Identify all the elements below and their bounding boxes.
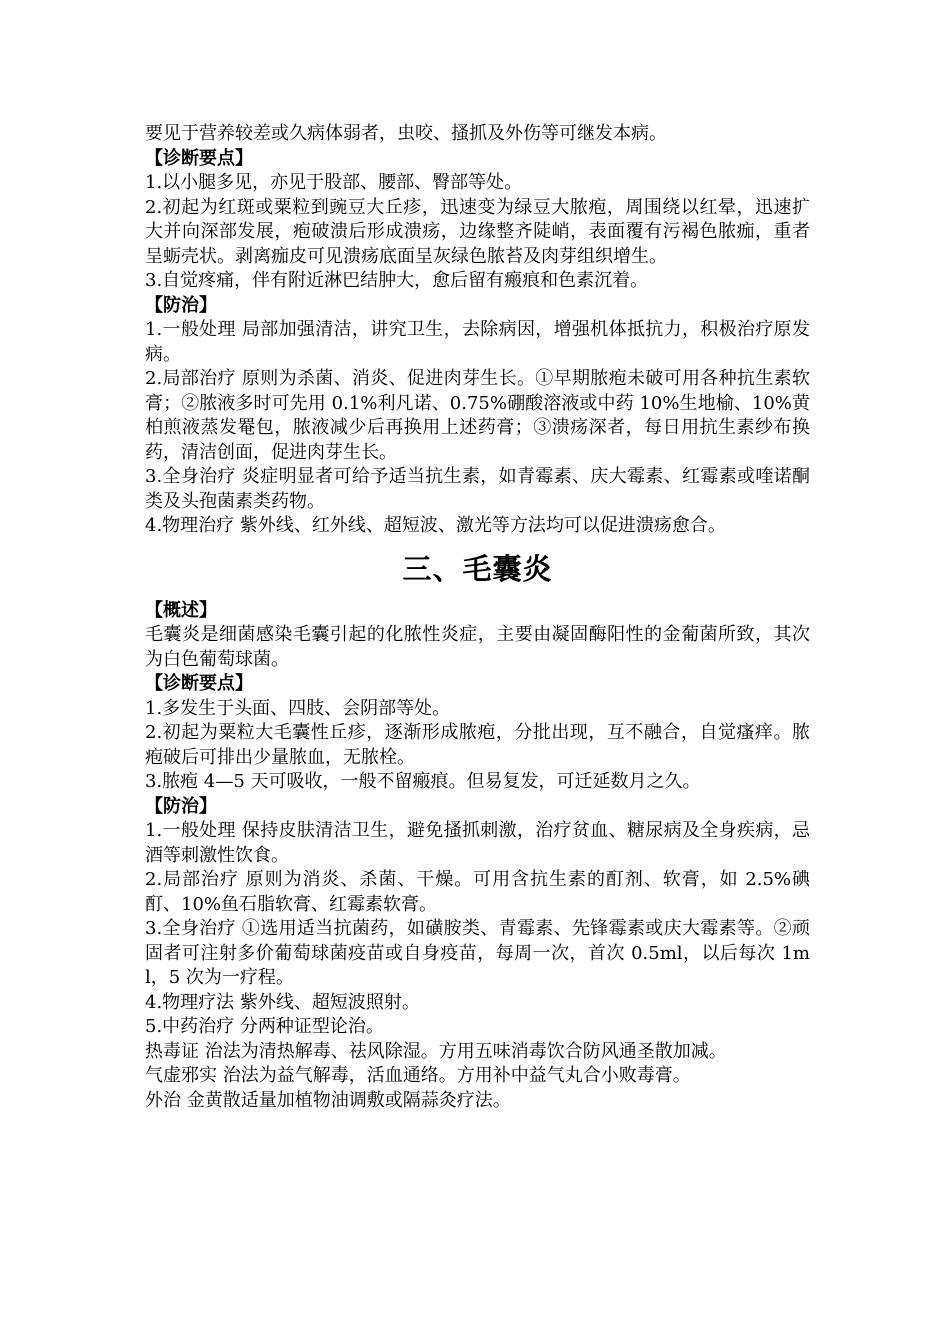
section1-treatment-item: 1.一般处理 局部加强清洁，讲究卫生，去除病因，增强机体抵抗力，积极治疗原发病。: [145, 319, 810, 365]
section2-diagnosis-heading: 【诊断要点】: [145, 673, 253, 694]
section2-overview-text: 毛囊炎是细菌感染毛囊引起的化脓性炎症，主要由凝固酶阳性的金葡菌所致，其次为白色葡萄球菌。: [145, 624, 810, 670]
section1-treatment-heading: 【防治】: [145, 294, 217, 316]
section2-treatment-item: 3.全身治疗 ①选用适当抗菌药，如磺胺类、青霉素、先锋霉素或庆大霉素等。②顽固者可注射多价葡萄球菌疫苗或自身疫苗，每周一次，首次 0.5ml，以后每次 1ml，5 次为一疗程。: [145, 918, 810, 988]
section2-treatment-item: 1.一般处理 保持皮肤清洁卫生，避免搔抓刺激，治疗贫血、糖尿病及全身疾病，忌酒等刺激性饮食。: [145, 820, 810, 866]
section1-treatment-item: 3.全身治疗 炎症明显者可给予适当抗生素，如青霉素、庆大霉素、红霉素或喹诺酮类及头孢菌素类药物。: [145, 466, 810, 512]
section1-treatment-item: 4.物理治疗 紫外线、红外线、超短波、激光等方法均可以促进溃疡愈合。: [145, 515, 726, 536]
section2-treatment-item: 外治 金黄散适量加植物油调敷或隔蒜灸疗法。: [145, 1089, 511, 1111]
section2-treatment-item: 5.中药治疗 分两种证型论治。: [145, 1016, 384, 1037]
section1-diagnosis-item: 1.以小腿多见，亦见于股部、腰部、臀部等处。: [145, 172, 523, 193]
section2-title: 三、毛囊炎: [402, 551, 553, 586]
section2-diagnosis-item: 3.脓疱 4—5 天可吸收，一般不留瘢痕。但易复发，可迁延数月之久。: [145, 771, 701, 792]
section2-overview-heading: 【概述】: [145, 599, 217, 621]
section1-treatment-item: 2.局部治疗 原则为杀菌、消炎、促进肉芽生长。①早期脓疱未破可用各种抗生素软膏；②脓液多时可先用 0.1%利凡诺、0.75%硼酸溶液或中药 10%生地榆、10%黄柏煎液蒸发罨包，脓液减少后再换用上述药膏；③溃疡深者，每日用抗生素纱布换药，清洁创面，促进肉芽生长。: [145, 368, 810, 463]
section1-diagnosis-item: 2.初起为红斑或粟粒到豌豆大丘疹，迅速变为绿豆大脓疱，周围绕以红晕，迅速扩大并向深部发展，疱破溃后形成溃疡，边缘整齐陡峭，表面覆有污褐色脓痂，重者呈蛎壳状。剥离痂皮可见溃疡底面呈灰绿色脓苔及肉芽组织增生。: [145, 196, 810, 267]
section2-diagnosis-item: 1.多发生于头面、四肢、会阴部等处。: [145, 697, 451, 719]
section2-treatment-item: 热毒证 治法为清热解毒、祛风除湿。方用五味消毒饮合防风通圣散加减。: [145, 1040, 727, 1062]
section2-treatment-item: 4.物理疗法 紫外线、超短波照射。: [145, 991, 420, 1013]
document-page: [145, 122, 810, 1113]
section2-treatment-item: 2.局部治疗 原则为消炎、杀菌、干燥。可用含抗生素的酊剂、软膏，如 2.5%碘酊、10%鱼石脂软膏、红霉素软膏。: [145, 869, 810, 915]
section2-diagnosis-item: 2.初起为粟粒大毛囊性丘疹，逐渐形成脓疱，分批出现，互不融合，自觉瘙痒。脓疱破后可排出少量脓血，无脓栓。: [145, 722, 810, 768]
section1-diagnosis-heading: 【诊断要点】: [145, 147, 253, 169]
section2-treatment-item: 气虚邪实 治法为益气解毒，活血通络。方用补中益气丸合小败毒膏。: [145, 1065, 691, 1086]
intro-line: 要见于营养较差或久病体弱者，虫咬、搔抓及外伤等可继发本病。: [145, 123, 667, 144]
section1-diagnosis-item: 3.自觉疼痛，伴有附近淋巴结肿大，愈后留有瘢痕和色素沉着。: [145, 270, 649, 291]
section2-treatment-heading: 【防治】: [145, 795, 217, 817]
